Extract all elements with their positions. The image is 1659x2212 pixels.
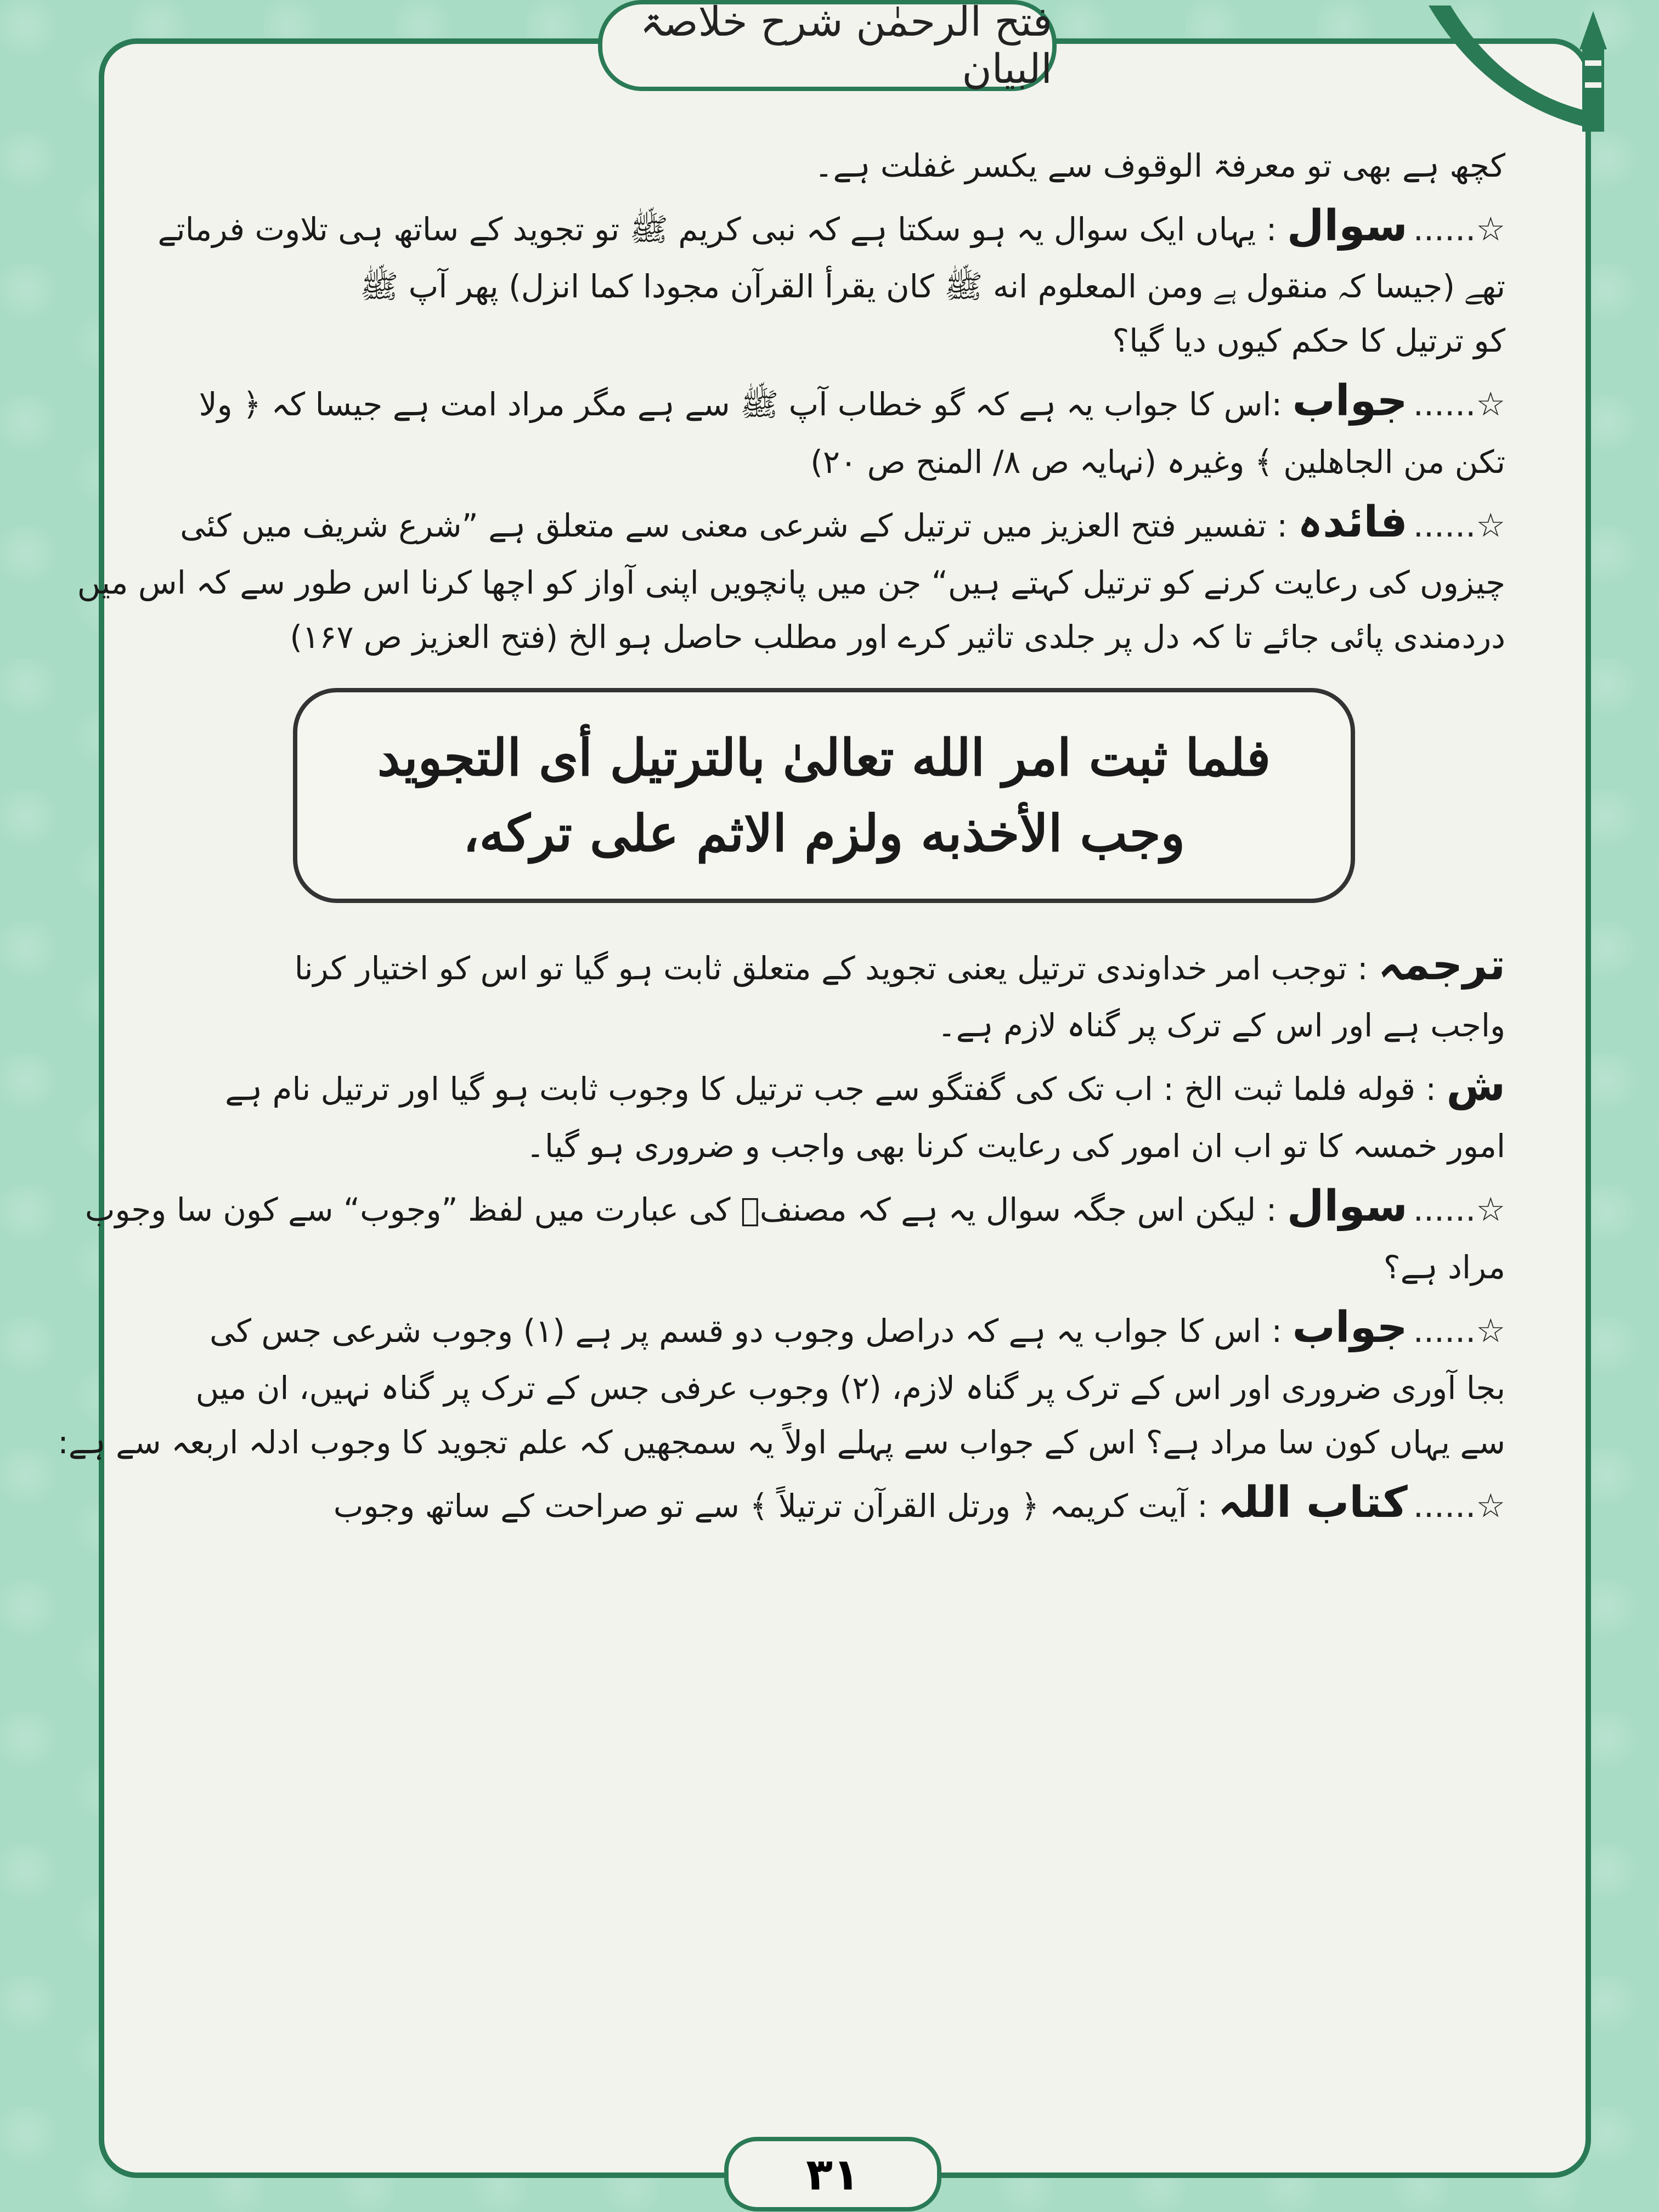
text-line-17: بجا آوری ضروری اور اس کے ترک پر گناہ لازم، (۲) وجوب عرفی جس کے ترک پر گناہ نہیں، ان میں (195, 1369, 1505, 1407)
star-icon: ☆...... (1413, 1190, 1505, 1229)
text-line-16: ☆......جواب : اس کا جواب یہ ہے کہ دراصل وجوب دو قسم پر ہے (۱) وجوب شرعی جس کی (209, 1302, 1505, 1352)
star-icon: ☆...... (1413, 210, 1505, 249)
box-line-1: فلما ثبت امر الله تعالىٰ بالترتيل أى التجويد (377, 727, 1271, 787)
text-line-13: امور خمسہ کا تو اب ان امور کی رعایت کرنا بھی واجب و ضروری ہو گیا۔ (526, 1127, 1505, 1165)
text-line-9: دردمندی پائی جائے تا کہ دل پر جلدی تاثیر کرے اور مطلب حاصل ہو الخ (فتح العزیز ص ۱۶۷) (290, 618, 1505, 656)
star-icon: ☆...... (1413, 1487, 1505, 1525)
text-line-11: واجب ہے اور اس کے ترک پر گناہ لازم ہے۔ (937, 1007, 1505, 1045)
text-line-3: تھے (جیسا کہ منقول ہے ومن المعلوم انه ﷺ کان یقرأ القرآن مجودا کما انزل) پھر آپ ﷺ (360, 268, 1505, 306)
text-line-8: چیزوں کی رعایت کرنے کو ترتیل کہتے ہیں“ جن میں پانچویں اپنی آواز کو اچھا کرنا اس طور سے کہ اس میں (77, 563, 1505, 601)
text-line-1: کچھ ہے بھی تو معرفۃ الوقوف سے یکسر غفلت ہے۔ (814, 147, 1505, 184)
header-title: فتح الرحمٰن شرح خلاصۃ البیان (640, 0, 1052, 93)
text-line-2: ☆......سوال : یہاں ایک سوال یہ ہو سکتا ہے کہ نبی کریم ﷺ تو تجوید کے ساتھ ہی تلاوت فرماتے (157, 201, 1505, 251)
box-line-2: وجب الأخذبه ولزم الاثم على تركه، (462, 803, 1186, 863)
text-line-4: کو ترتیل کا حکم کیوں دیا گیا؟ (1112, 322, 1505, 360)
text-line-6: تکن من الجاهلین ﴾ وغیرہ (نہایہ ص ۸/ المنح ص ۲۰) (810, 443, 1505, 481)
star-icon: ☆...... (1413, 385, 1505, 424)
text-line-15: مراد ہے؟ (1383, 1248, 1505, 1286)
text-line-5: ☆......جواب :اس کا جواب یہ ہے کہ گو خطاب آپ ﷺ سے ہے مگر مراد امت ہے جیسا کہ ﴿ ولا (199, 376, 1505, 426)
minaret-ornament-icon (1418, 0, 1648, 143)
page-number: ۳۱ (724, 2137, 941, 2211)
body-text (58, 147, 1505, 1545)
star-icon: ☆...... (1413, 1311, 1505, 1350)
quoted-arabic-box (293, 688, 1355, 903)
text-line-12: ش : قوله فلما ثبت الخ : اب تک کی گفتگو سے جب ترتیل کا وجوب ثابت ہو گیا اور ترتیل نام ہے (225, 1061, 1505, 1111)
text-line-10: ترجمہ : توجب امر خداوندی ترتیل یعنی تجوید کے متعلق ثابت ہو گیا تو اس کو اختیار کرنا (294, 940, 1505, 990)
text-line-7: ☆......فائدہ : تفسیر فتح العزیز میں ترتیل کے شرعی معنی سے متعلق ہے ”شرع شریف میں کئی (180, 497, 1505, 547)
star-icon: ☆...... (1413, 506, 1505, 545)
text-line-14: ☆......سوال : لیکن اس جگہ سوال یہ ہے کہ مصنفؒ کی عبارت میں لفظ ”وجوب“ سے کون سا وجوب (84, 1182, 1505, 1232)
text-line-18: سے یہاں کون سا مراد ہے؟ اس کے جواب سے پہلے اولاً یہ سمجھیں کہ علم تجوید کا وجوب ادلہ اربعہ سے ہے: (58, 1424, 1505, 1462)
running-header (598, 0, 1057, 91)
text-line-19: ☆......کتاب اللہ : آیت کریمہ ﴿ ورتل القرآن ترتیلاً ﴾ سے تو صراحت کے ساتھ وجوب (333, 1478, 1505, 1527)
